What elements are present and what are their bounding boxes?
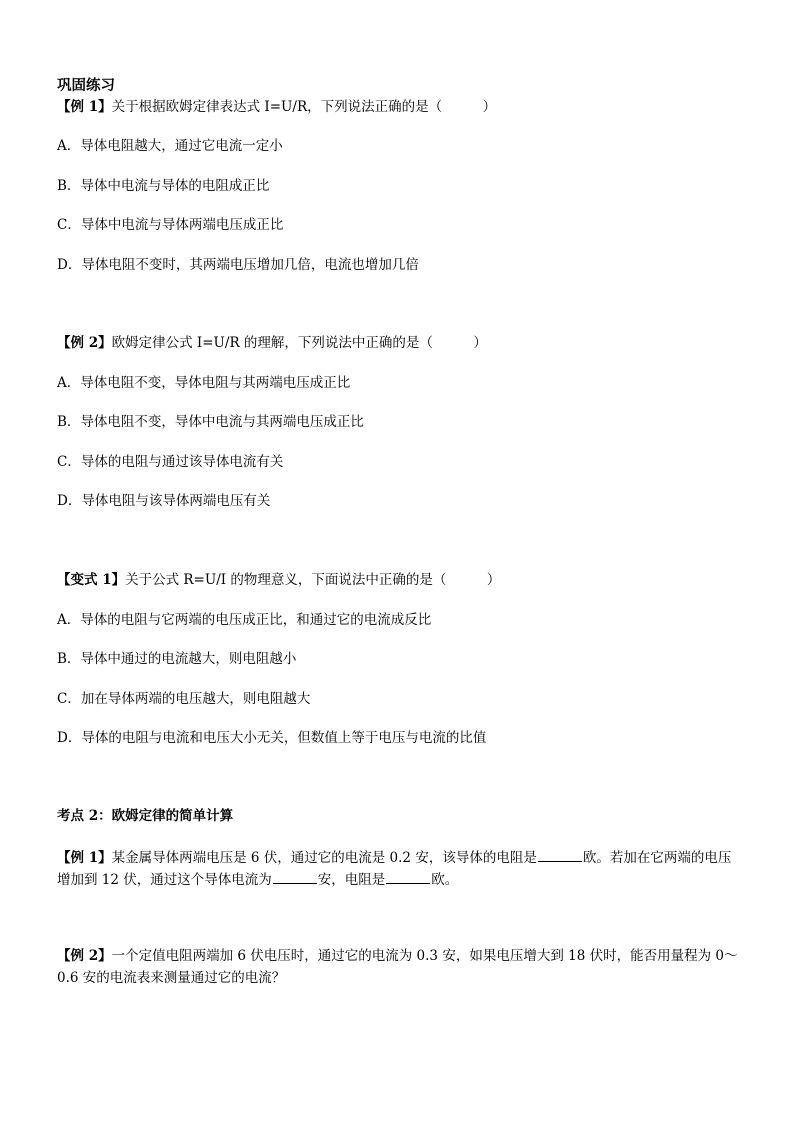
question-tag: 【变式 1】 — [57, 572, 126, 588]
question-example-2 — [57, 333, 487, 353]
option-c: C．加在导体两端的电压越大，则电阻越大 — [57, 691, 311, 707]
question-stem: 欧姆定律公式 I=U/R 的理解，下列说法中正确的是（ ） — [111, 335, 487, 351]
answer-blank[interactable] — [538, 847, 582, 862]
question-stem: 关于根据欧姆定律表达式 I=U/R，下列说法正确的是（ ） — [111, 99, 497, 115]
question-text: 某金属导体两端电压是 6 伏，通过它的电流是 0.2 安，该导体的电阻是 — [111, 850, 537, 866]
option-d: D．导体的电阻与电流和电压大小无关，但数值上等于电压与电流的比值 — [57, 730, 487, 746]
option-d: D．导体电阻与该导体两端电压有关 — [57, 493, 271, 509]
question-text: 欧。 — [431, 872, 459, 888]
question-tag: 【例 2】 — [57, 335, 112, 351]
question-example-1 — [57, 97, 496, 117]
section-heading: 考点 2：欧姆定律的简单计算 — [57, 808, 234, 824]
option-b: B．导体电阻不变，导体中电流与其两端电压成正比 — [57, 414, 364, 430]
question-text: 一个定值电阻两端加 6 伏电压时，通过它的电流为 0.3 安，如果电压增大到 18 伏时，能否用量程为 0～ — [111, 948, 738, 964]
question-calc-2-line-2: 0.6 安的电流表来测量通过它的电流？ — [57, 970, 286, 986]
question-stem: 关于公式 R=U/I 的物理意义，下面说法中正确的是（ ） — [125, 572, 501, 588]
option-b: B．导体中通过的电流越大，则电阻越小 — [57, 651, 297, 667]
option-b: B．导体中电流与导体的电阻成正比 — [57, 178, 270, 194]
answer-blank[interactable] — [386, 869, 430, 884]
option-a: A．导体的电阻与它两端的电压成正比，和通过它的电流成反比 — [57, 612, 432, 628]
question-text: 增加到 12 伏，通过这个导体电流为 — [57, 872, 272, 888]
question-calc-1-line-2 — [57, 869, 458, 890]
question-calc-1-line-1 — [57, 847, 731, 868]
question-text: 欧。若加在它两端的电压 — [582, 850, 732, 866]
section-heading: 巩固练习 — [57, 77, 115, 94]
question-tag: 【例 1】 — [57, 99, 112, 115]
option-a: A．导体电阻不变，导体电阻与其两端电压成正比 — [57, 375, 351, 391]
question-tag: 【例 2】 — [57, 948, 112, 964]
question-tag: 【例 1】 — [57, 850, 112, 866]
option-c: C．导体的电阻与通过该导体电流有关 — [57, 454, 284, 470]
question-variant-1 — [57, 570, 500, 590]
question-calc-2-line-1 — [57, 946, 737, 966]
question-text: 安，电阻是 — [317, 872, 386, 888]
option-d: D．导体电阻不变时，其两端电压增加几倍，电流也增加几倍 — [57, 257, 419, 273]
answer-blank[interactable] — [273, 869, 317, 884]
option-a: A．导体电阻越大，通过它电流一定小 — [57, 138, 283, 154]
option-c: C．导体中电流与导体两端电压成正比 — [57, 217, 284, 233]
